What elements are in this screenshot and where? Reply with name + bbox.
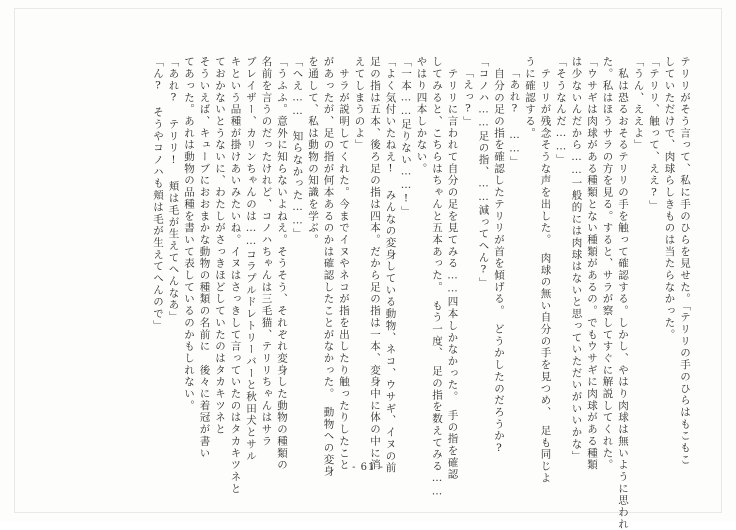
text-line: うに確認する。 [524, 56, 536, 139]
text-line: 「ウサギは肉球がある種類とない種類があるの。でもウサギに肉球がある種類 [586, 56, 598, 471]
text-line: サラが説明してくれた。今までイヌやネコが指を出したり触ったりしたこと [338, 56, 350, 471]
text-line: 名前を言うのだったけれど、コノハちゃんは三毛猫、テリリちゃんはサラ [260, 56, 273, 448]
text-line: ブレイザー、カリンちゃんのは……コラプルドレトリーバーと秋田犬とサル [245, 56, 257, 462]
text-line: キという品種が掛けあいみたいね。イヌはさっきして言っていたのはタカキツネと [229, 56, 242, 495]
text-line: 足の指は五本、後ろ足の指は四本。だから足の指は一本、変身中に体の中に消 [369, 56, 381, 471]
text-line: テリリに言われて自分の足を見てみる……四本しかなかった。 手の指を確認 [446, 56, 459, 481]
text-line: そういえば、キューブにおおまかな動物の種類の名前に 後々に着冠が書い [198, 56, 211, 459]
text-line: た。私はほうサラの方を見る。すると、サラが察してすぐに解説してくれた。 [601, 56, 614, 471]
text-line: えてしまうのよ」 [353, 56, 366, 151]
text-line: 「うん、ええよ」 [632, 56, 645, 151]
text-line: していただけで、肉球らしきものは当たらなかった。 [663, 56, 676, 341]
text-line: は少ないんだから……一般的には肉球はないと思っていただいがいいかな」 [570, 56, 583, 462]
text-line: 「よく気付いたねえ! みんなの変身している動物、ネコ、ウサギ、イヌの前 [384, 56, 397, 474]
text-line: 自分の足の指を確認したテリリが首を傾げる。 どうかしたのだろうか? [493, 56, 505, 456]
text-line: 「あれ? テリリ! 頬は毛が生えてへんなあ」 [167, 56, 180, 323]
text-line: ておかないとうないに、わたしがさっきほどしていたのはタカキツネと [214, 56, 226, 436]
text-line: 「へえ…… 知らなかった……」 [291, 56, 304, 240]
text-line: してみると、こちらはちゃんと五本あった。 もう一度、 足の指を数えてみる…… [431, 56, 443, 499]
text-line: 「テリリ、触って、ええ?」 [648, 56, 660, 212]
text-line: 「一本……足りない……!」 [400, 56, 412, 218]
text-line: テリリがそう言って、私に手のひらを見せた。「テリリの手のひらはもこもこ [679, 56, 691, 466]
text-line: テリリが残念そうな声を出した。 肉球の無い自分の手を見つめ、 足も同じよ [539, 56, 552, 484]
text-line: 「コノハ……足の指、……減ってへん?」 [477, 56, 490, 289]
text-line: を通して、私は動物の知識を学ぶ。 [307, 56, 319, 246]
text-line: 「えっ?」 [462, 67, 474, 128]
text-line: 「うふふ。意外に知らないよねえ。そうそう、それぞれ変身した動物の種類の [276, 56, 288, 471]
text-line: があったが、足の指が何本あるのかは確認したことがなかった。 動物への変身 [322, 56, 335, 478]
text-line: 私は恐るおそるテリリの手を触って確認する。しかし、やはり肉球は無いように思われ [617, 56, 629, 530]
text-line: やはり四本しかない。 [415, 56, 428, 175]
text-line: 「そうなんだ……」 [555, 56, 567, 166]
page-number: - 61 - [352, 462, 384, 473]
text-line: 「ん? そうやコノハも頬は毛が生えてへんので」 [152, 56, 164, 332]
text-line: てあった。あれは動物の品種を書いて表しているのかもしれない。 [183, 56, 195, 412]
text-line: 「あれ? ……」 [508, 67, 521, 168]
